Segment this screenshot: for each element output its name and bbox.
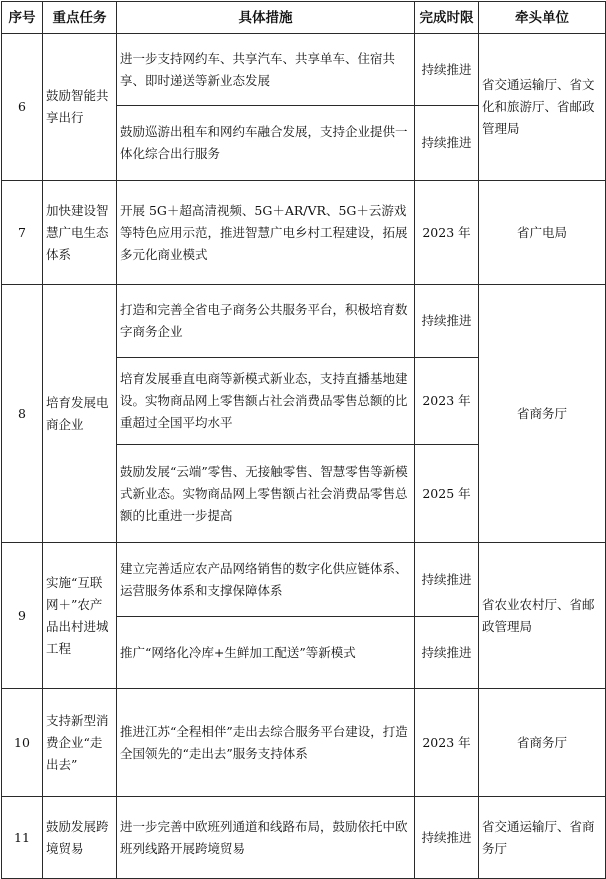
row-seq: 8: [2, 285, 43, 543]
row-deadline: 2023 年: [415, 689, 479, 797]
row-measure: 开展 5G＋超高清视频、5G＋AR/VR、5G＋云游戏等特色应用示范，推进智慧广电乡村工程建设，拓展多元化商业模式: [117, 181, 415, 285]
row-seq: 9: [2, 543, 43, 689]
header-task: 重点任务: [43, 2, 117, 34]
row-deadline: 持续推进: [415, 543, 479, 617]
row-measure: 建立完善适应农产品网络销售的数字化供应链体系、运营服务体系和支撑保障体系: [117, 543, 415, 617]
row-measure: 推广“网络化冷库+生鲜加工配送”等新模式: [117, 617, 415, 689]
header-deadline: 完成时限: [415, 2, 479, 34]
row-task: 鼓励发展跨境贸易: [43, 797, 117, 879]
row-deadline: 持续推进: [415, 285, 479, 358]
row-seq: 10: [2, 689, 43, 797]
table-row: [2, 181, 606, 285]
row-measure: 推进江苏“全程相伴”走出去综合服务平台建设，打造全国领先的“走出去”服务支持体系: [117, 689, 415, 797]
table-row: [2, 543, 606, 617]
row-measure: 进一步支持网约车、共享汽车、共享单车、住宿共享、即时递送等新业态发展: [117, 34, 415, 106]
table-row: [2, 689, 606, 797]
row-deadline: 持续推进: [415, 797, 479, 879]
row-deadline: 2025 年: [415, 445, 479, 543]
row-measure: 打造和完善全省电子商务公共服务平台，积极培育数字商务企业: [117, 285, 415, 358]
row-seq: 7: [2, 181, 43, 285]
row-deadline: 持续推进: [415, 617, 479, 689]
row-deadline: 持续推进: [415, 34, 479, 106]
row-deadline: 2023 年: [415, 358, 479, 445]
row-task: 支持新型消费企业“走出去”: [43, 689, 117, 797]
header-seq: 序号: [2, 2, 43, 34]
row-task: 培育发展电商企业: [43, 285, 117, 543]
row-lead: 省农业农村厅、省邮政管理局: [479, 543, 606, 689]
row-measure: 鼓励发展“云端”零售、无接触零售、智慧零售等新模式新业态。实物商品网上零售额占社会消费品零售总额的比重进一步提高: [117, 445, 415, 543]
table-row: [2, 34, 606, 106]
row-task: 鼓励智能共享出行: [43, 34, 117, 181]
row-deadline: 持续推进: [415, 106, 479, 181]
row-seq: 11: [2, 797, 43, 879]
row-lead: 省商务厅: [479, 689, 606, 797]
row-lead: 省商务厅: [479, 285, 606, 543]
task-table: [1, 1, 606, 879]
row-lead: 省交通运输厅、省文化和旅游厅、省邮政管理局: [479, 34, 606, 181]
row-task: 实施“互联网＋”农产品出村进城工程: [43, 543, 117, 689]
row-deadline: 2023 年: [415, 181, 479, 285]
row-measure: 进一步完善中欧班列通道和线路布局，鼓励依托中欧班列线路开展跨境贸易: [117, 797, 415, 879]
row-seq: 6: [2, 34, 43, 181]
table-row: [2, 797, 606, 879]
row-measure: 鼓励巡游出租车和网约车融合发展，支持企业提供一体化综合出行服务: [117, 106, 415, 181]
row-task: 加快建设智慧广电生态体系: [43, 181, 117, 285]
row-measure: 培育发展垂直电商等新模式新业态，支持直播基地建设。实物商品网上零售额占社会消费品零售总额的比重超过全国平均水平: [117, 358, 415, 445]
row-lead: 省广电局: [479, 181, 606, 285]
header-lead: 牵头单位: [479, 2, 606, 34]
table-row: [2, 285, 606, 358]
row-lead: 省交通运输厅、省商务厅: [479, 797, 606, 879]
header-measures: 具体措施: [117, 2, 415, 34]
table-header-row: [2, 2, 606, 34]
